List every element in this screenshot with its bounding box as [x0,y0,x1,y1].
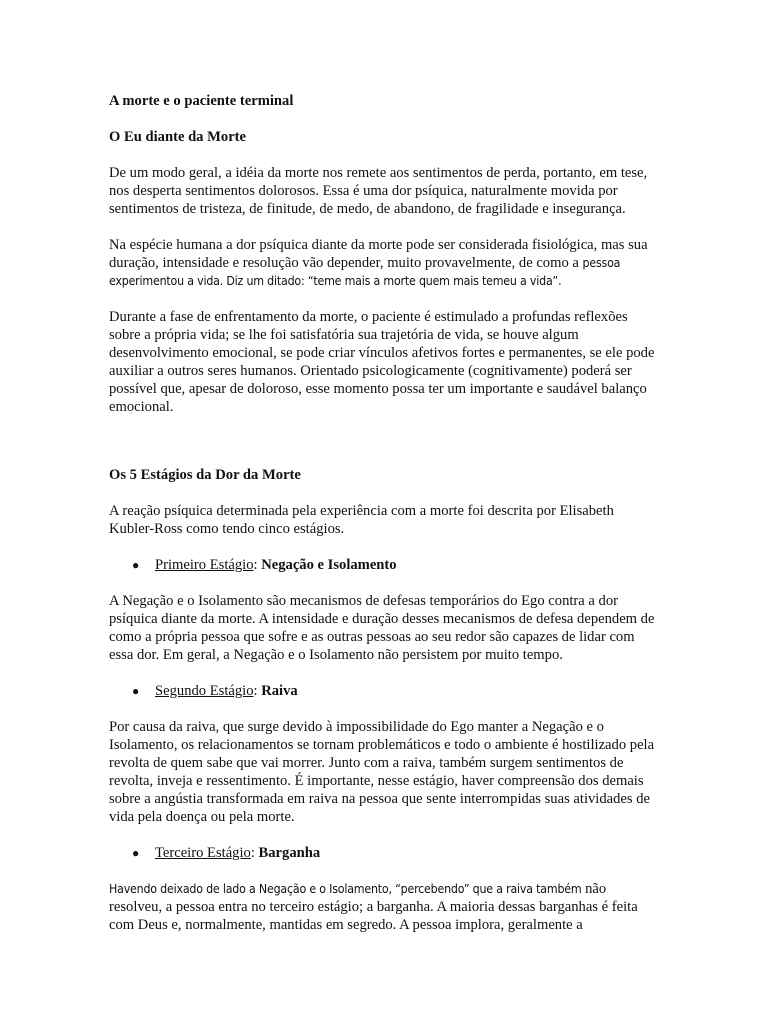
stage-2-name: Raiva [261,683,298,699]
paragraph-stage-2: Por causa da raiva, que surge devido à impossibilidade do Ego manter a Negação e o Isolamento, os relacionamentos se tornam problemáticos e todo o ambiente é hostilizado pela revolta de quem sabe que vai morrer. Junto com a raiva, também surgem sentimentos de revolta, inveja e ressentimento. É importante, nesse estágio, haver compreensão dos demais sobre a angústia transformada em raiva na pessoa que sente interrompidas suas atividades de vida pela doença ou pela morte. [109,719,655,825]
stage-3-name: Barganha [258,845,321,861]
document-title: A morte e o paciente terminal [109,93,294,109]
stage-3-bullet [109,844,661,862]
bullet-icon: ● [132,684,140,698]
paragraph-stage-3-alt-text: Havendo deixado de lado a Negação e o Isolamento, “percebendo” que a raiva também [109,882,582,896]
bullet-icon: ● [132,558,140,572]
stage-3-colon: : [250,845,259,861]
section-heading-cinco-estagios: Os 5 Estágios da Dor da Morte [109,467,301,483]
stage-1-name: Negação e Isolamento [261,557,397,573]
stage-1-label: Primeiro Estágio [155,557,254,573]
stage-1-colon: : [253,557,262,573]
section-heading-eu-diante-da-morte: O Eu diante da Morte [109,129,247,145]
paragraph-ditado-text: pessoa experimentou a vida. Diz um ditado: “teme mais a morte quem mais temeu a vida”. [109,256,621,288]
paragraph-dor-psiquica-text: Na espécie humana a dor psíquica diante da morte pode ser considerada fisiológica, mas sua duração, intensidade e resolução vão depender, muito provavelmente, de como a [109,237,648,271]
paragraph-kubler-ross-intro: A reação psíquica determinada pela experiência com a morte foi descrita por Elisabeth Kubler-Ross como tendo cinco estágios. [109,503,614,537]
stage-1-bullet [109,556,661,574]
stage-2-colon: : [253,683,262,699]
stage-3-label: Terceiro Estágio [155,845,251,861]
paragraph-stage-1: A Negação e o Isolamento são mecanismos de defesas temporários do Ego contra a dor psíquica diante da morte. A intensidade e duração desses mecanismos de defesa dependem de como a própria pessoa que sofre e as outras pessoas ao seu redor são capazes de lidar com essa dor. Em geral, a Negação e o Isolamento não persistem por muito tempo. [109,593,655,663]
stage-2-bullet [109,682,661,700]
paragraph-dor-psiquica [109,236,661,290]
stage-2-label: Segundo Estágio [155,683,254,699]
paragraph-enfrentamento: Durante a fase de enfrentamento da morte, o paciente é estimulado a profundas reflexões sobre a própria vida; se lhe foi satisfatória sua trajetória de vida, se houve algum desenvolvimento emocional, se pode criar vínculos afetivos fortes e permanentes, se ele pode auxiliar a outros seres humanos. Orientado psicologicamente (cognitivamente) poderá ser possível que, apesar de doloroso, esse momento possa ter um importante e saudável balanço emocional. [109,309,655,415]
bullet-icon: ● [132,846,140,860]
paragraph-sentimentos-de-perda: De um modo geral, a idéia da morte nos remete aos sentimentos de perda, portanto, em tese, nos desperta sentimentos dolorosos. Essa é uma dor psíquica, naturalmente movida por sentimentos de tristeza, de finitude, de medo, de abandono, de fragilidade e insegurança. [109,165,648,217]
paragraph-stage-3-text: não resolveu, a pessoa entra no terceiro estágio; a barganha. A maioria dessas barganhas é feita com Deus e, normalmente, mantidas em segredo. A pessoa implora, geralmente a [109,881,638,933]
document-page [109,92,661,934]
paragraph-stage-3 [109,880,661,934]
